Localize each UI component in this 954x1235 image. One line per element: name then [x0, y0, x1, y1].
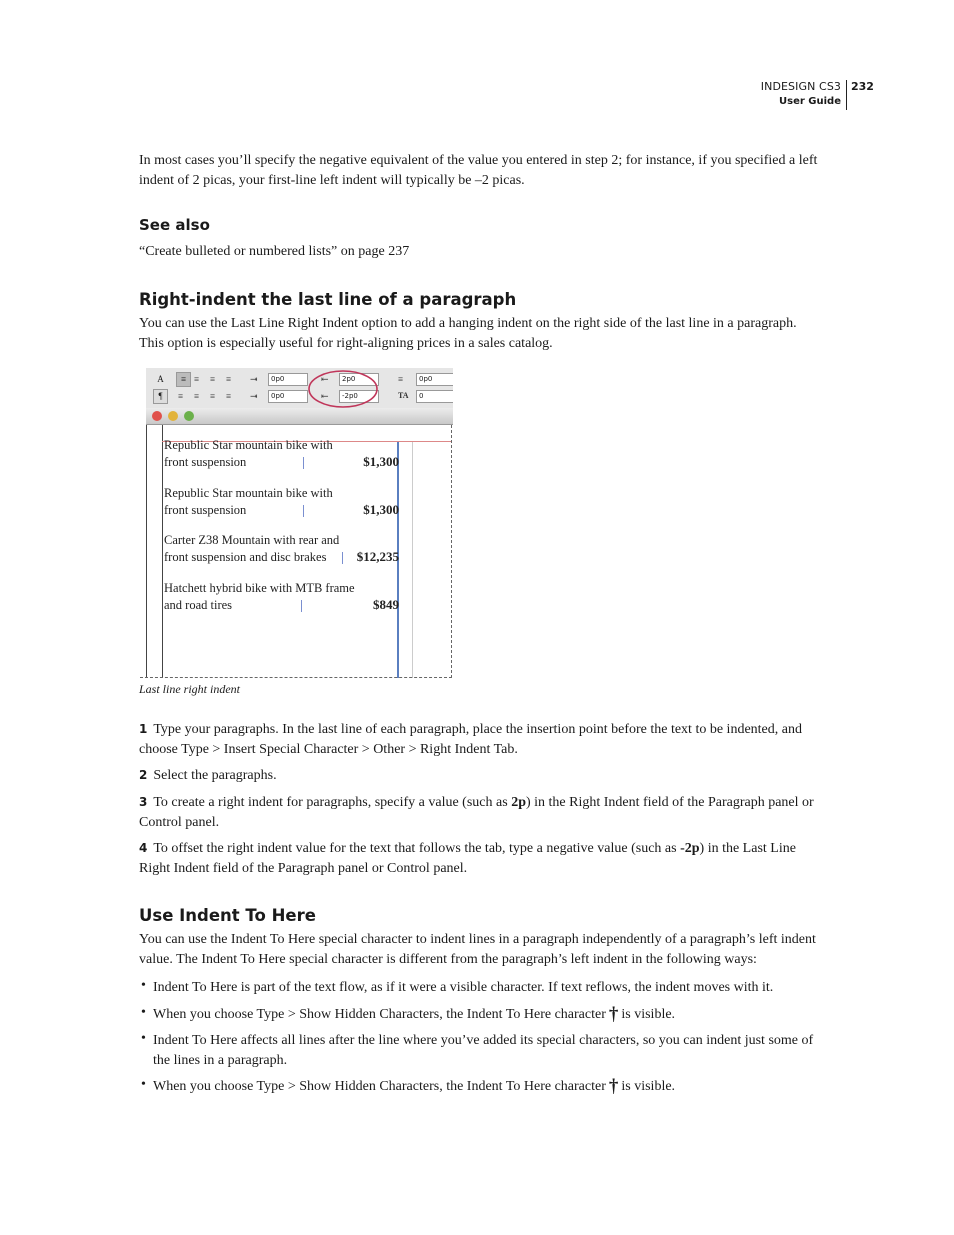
right-indent-icon: ⇤	[321, 374, 329, 384]
right-indent-tab-marker	[301, 600, 302, 612]
bullet-text: When you choose Type > Show Hidden Characters, the Indent To Here character	[153, 1007, 606, 1022]
catalog-item-4-line1: Hatchett hybrid bike with MTB frame	[164, 581, 355, 595]
bullet-item-4	[153, 1077, 819, 1097]
step-text: Select the paragraphs.	[153, 768, 277, 783]
page-edge-left	[146, 425, 147, 678]
step-text: To offset the right indent value for the text that follows the tab, type a negative value (such as	[153, 841, 681, 856]
bullet-marker: •	[141, 978, 146, 993]
bullet-text-after: is visible.	[621, 1079, 676, 1094]
right-indent-tab-marker	[342, 552, 343, 564]
section-heading-indent-to-here: Use Indent To Here	[139, 906, 316, 925]
align-spine-icon[interactable]: ≡	[226, 391, 232, 401]
catalog-item-3-line1: Carter Z38 Mountain with rear and	[164, 533, 340, 547]
left-indent-icon: ⇥	[250, 374, 258, 384]
section-indent-to-here-intro: You can use the Indent To Here special character to indent lines in a paragraph independently of a paragraph’s left indent value. The Indent To Here special character is different from the paragraph’s left indent in the following ways:	[139, 932, 816, 967]
first-line-indent-field[interactable]: 0p0	[268, 390, 308, 403]
justify-left-icon[interactable]: ≡	[226, 374, 232, 384]
step-number: 2	[139, 768, 148, 782]
close-window-icon[interactable]	[152, 411, 162, 421]
section-right-indent-intro: You can use the Last Line Right Indent option to add a hanging indent on the right side of the last line in a paragraph. This option is especially useful for right-aligning prices in a sales catalog.	[139, 316, 797, 351]
bullet-item-1: Indent To Here is part of the text flow, as if it were a visible character. If text reflows, the indent moves with it.	[153, 980, 774, 995]
catalog-item-1-line2: front suspension	[164, 455, 247, 469]
step-number: 1	[139, 722, 148, 736]
indent-to-here-glyph-icon: †	[608, 1076, 619, 1097]
align-right-icon[interactable]: ≡	[210, 374, 216, 384]
header-product-name: INDESIGN CS3	[760, 80, 841, 93]
catalog-item-3-line2: front suspension and disc brakes	[164, 550, 327, 564]
bullet-text: When you choose Type > Show Hidden Characters, the Indent To Here character	[153, 1079, 606, 1094]
step-number: 3	[139, 795, 148, 809]
header-guide-title: User Guide	[779, 96, 841, 107]
align-left-icon[interactable]: ≡	[176, 372, 191, 387]
space-before-field[interactable]: 0p0	[416, 373, 453, 386]
step-number: 4	[139, 841, 148, 855]
figure-last-line-right-indent	[140, 368, 453, 679]
see-also-link[interactable]: “Create bulleted or numbered lists” on page 237	[139, 244, 410, 259]
catalog-item-4-line2: and road tires	[164, 598, 233, 612]
step-value: 2p	[511, 795, 526, 810]
paragraph-mode-icon[interactable]: ¶	[153, 389, 168, 404]
text-frame-left-edge	[162, 425, 163, 678]
see-also-heading: See also	[139, 216, 210, 234]
indent-to-here-glyph-icon: †	[608, 1004, 619, 1025]
character-mode-icon[interactable]: A	[153, 372, 168, 387]
right-indent-tab-marker	[303, 457, 304, 469]
last-line-right-indent-icon: ⇤	[321, 391, 329, 401]
page-number: 232	[851, 80, 874, 93]
control-panel-toolbar	[146, 368, 453, 409]
zoom-window-icon[interactable]	[184, 411, 194, 421]
first-line-indent-icon: ⇥	[250, 391, 258, 401]
page-edge-right	[451, 425, 452, 678]
step-1	[139, 720, 819, 759]
step-3	[139, 793, 819, 832]
step-text: Type your paragraphs. In the last line of each paragraph, place the insertion point before the text to be indented, and choose Type > Insert Special Character > Other > Right Indent Tab.	[139, 722, 802, 757]
bullet-text-after: is visible.	[621, 1007, 676, 1022]
bullet-item-3: Indent To Here affects all lines after the line where you’ve added its special characters, so you can indent just some of the lines in a paragraph.	[153, 1033, 814, 1068]
catalog-item-3-price: $12,235	[356, 549, 399, 564]
drop-cap-icon: TA	[398, 391, 409, 400]
step-value: -2p	[680, 841, 700, 856]
right-indent-field[interactable]: 2p0	[339, 373, 379, 386]
space-before-icon: ≡	[398, 374, 404, 384]
figure-caption: Last line right indent	[139, 682, 241, 696]
page-edge-bottom	[140, 677, 452, 678]
step-text: To create a right indent for paragraphs, specify a value (such as	[153, 795, 512, 810]
catalog-item-1-price: $1,300	[363, 454, 399, 469]
bullet-marker: •	[141, 1005, 146, 1020]
document-window-titlebar	[146, 408, 453, 425]
catalog-item-2-line1: Republic Star mountain bike with	[164, 486, 333, 500]
bullet-item-2	[153, 1005, 819, 1025]
justify-all-icon[interactable]: ≡	[210, 391, 216, 401]
step-4	[139, 839, 819, 878]
justify-center-icon[interactable]: ≡	[178, 391, 184, 401]
left-indent-field[interactable]: 0p0	[268, 373, 308, 386]
catalog-item-4-price: $849	[373, 597, 399, 612]
header-divider	[846, 80, 847, 110]
document-page	[140, 425, 452, 678]
highlight-circle	[306, 368, 406, 410]
step-2	[139, 766, 819, 786]
step-text-continued: ) in the Right Indent field of the Paragraph panel or Control panel.	[139, 795, 814, 830]
drop-cap-lines-field[interactable]: 0	[416, 390, 453, 403]
intro-paragraph: In most cases you’ll specify the negative equivalent of the value you entered in step 2; for instance, if you specified a left indent of 2 picas, your first-line left indent will typically be –2 picas.	[139, 153, 818, 188]
last-line-right-indent-field[interactable]: -2p0	[339, 390, 379, 403]
bullet-marker: •	[141, 1031, 146, 1046]
minimize-window-icon[interactable]	[168, 411, 178, 421]
catalog-item-2-line2: front suspension	[164, 503, 247, 517]
bullet-marker: •	[141, 1077, 146, 1092]
right-indent-tab-marker	[303, 505, 304, 517]
section-heading-right-indent: Right-indent the last line of a paragraph	[139, 290, 517, 309]
column-guide	[412, 442, 413, 678]
catalog-item-1-line1: Republic Star mountain bike with	[164, 438, 333, 452]
catalog-item-2-price: $1,300	[363, 502, 399, 517]
justify-right-icon[interactable]: ≡	[194, 391, 200, 401]
step-text-continued: ) in the Last Line Right Indent field of the Paragraph panel or Control panel.	[139, 841, 796, 876]
align-center-icon[interactable]: ≡	[194, 374, 200, 384]
